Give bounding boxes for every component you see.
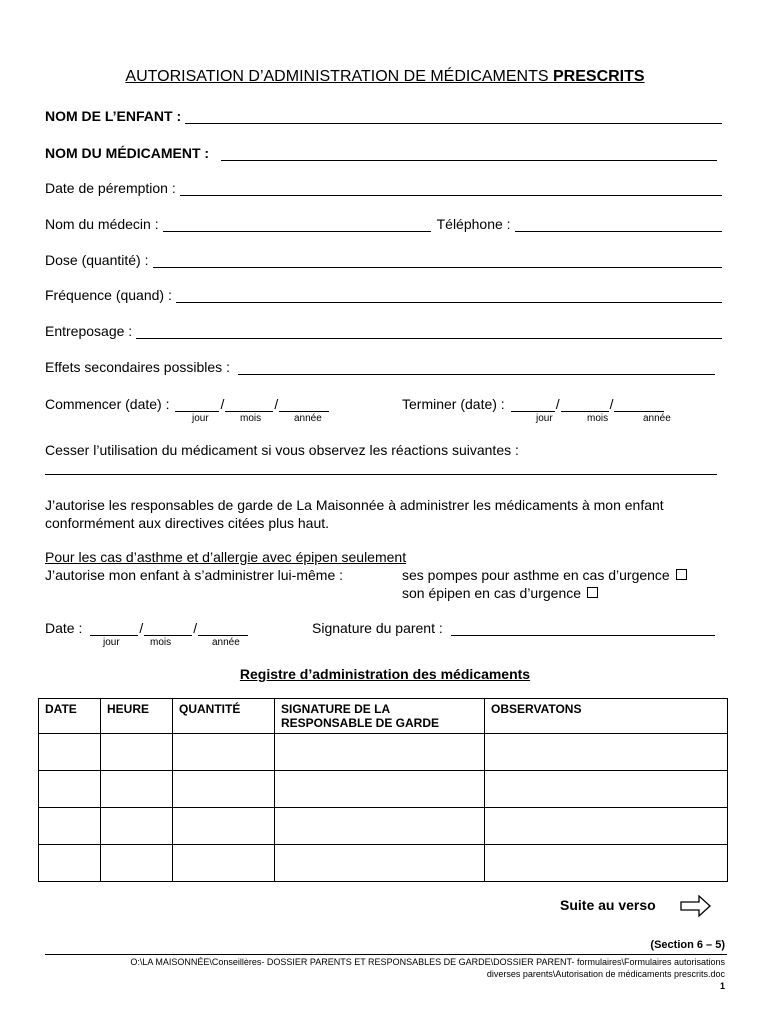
register-title: Registre d’administration des médicaments bbox=[239, 666, 531, 682]
expiry-field[interactable] bbox=[180, 183, 722, 196]
table-cell[interactable] bbox=[101, 808, 173, 845]
frequency-field[interactable] bbox=[176, 290, 722, 303]
med-name-field[interactable] bbox=[221, 148, 717, 161]
table-cell[interactable] bbox=[101, 771, 173, 808]
expiry-row bbox=[45, 180, 722, 196]
parent-signature-field[interactable] bbox=[451, 623, 715, 636]
parent-date-label: Date : bbox=[45, 620, 83, 636]
med-name-label: NOM DU MÉDICAMENT : bbox=[45, 145, 210, 161]
frequency-row bbox=[45, 287, 722, 303]
footer-divider bbox=[45, 954, 727, 955]
storage-label: Entreposage : bbox=[45, 323, 133, 339]
parent-month-hint: mois bbox=[150, 637, 172, 648]
parent-year-hint: année bbox=[212, 637, 240, 648]
start-month-hint: mois bbox=[240, 413, 262, 424]
start-date-row bbox=[45, 396, 329, 412]
start-year-hint: année bbox=[294, 413, 322, 424]
frequency-label: Fréquence (quand) : bbox=[45, 287, 172, 303]
table-cell[interactable] bbox=[275, 771, 485, 808]
table-cell[interactable] bbox=[173, 734, 275, 771]
med-name-row bbox=[45, 145, 717, 161]
child-name-field[interactable] bbox=[185, 111, 722, 124]
reactions-field[interactable] bbox=[45, 462, 717, 475]
pumps-label: ses pompes pour asthme en cas d’urgence bbox=[402, 567, 670, 583]
table-cell[interactable] bbox=[39, 771, 101, 808]
col-header-signature: SIGNATURE DE LA RESPONSABLE DE GARDE bbox=[275, 699, 485, 734]
doctor-field[interactable] bbox=[163, 219, 431, 232]
asthma-option-pumps bbox=[402, 566, 732, 584]
col-header-observations: OBSERVATONS bbox=[485, 699, 728, 734]
register-table bbox=[38, 698, 728, 882]
side-effects-field[interactable] bbox=[238, 362, 715, 375]
start-date-field[interactable]: / / bbox=[175, 396, 329, 412]
continued-label: Suite au verso bbox=[560, 897, 656, 913]
form-title: AUTORISATION D’ADMINISTRATION DE MÉDICAMENTS PRESCRITS bbox=[125, 68, 645, 85]
child-name-row bbox=[45, 108, 722, 124]
table-cell[interactable] bbox=[39, 734, 101, 771]
dose-field[interactable] bbox=[153, 255, 723, 268]
storage-row bbox=[45, 323, 722, 339]
section-label: (Section 6 – 5) bbox=[650, 939, 725, 951]
start-day-hint: jour bbox=[192, 413, 209, 424]
footer-path-line2: diverses parents\Autorisation de médicaments prescrits.doc bbox=[486, 969, 725, 979]
table-cell[interactable] bbox=[485, 845, 728, 882]
col-header-quantity: QUANTITÉ bbox=[173, 699, 275, 734]
dose-label: Dose (quantité) : bbox=[45, 252, 149, 268]
start-label: Commencer (date) : bbox=[45, 396, 170, 412]
parent-day-hint: jour bbox=[103, 637, 120, 648]
table-cell[interactable] bbox=[275, 845, 485, 882]
self-admin-label: J’autorise mon enfant à s’administrer lui-même : bbox=[45, 567, 344, 583]
table-cell[interactable] bbox=[275, 808, 485, 845]
table-cell[interactable] bbox=[39, 845, 101, 882]
table-cell[interactable] bbox=[101, 734, 173, 771]
end-month-hint: mois bbox=[587, 413, 609, 424]
table-row bbox=[39, 771, 728, 808]
register-header-row bbox=[39, 699, 728, 734]
child-name-label: NOM DE L’ENFANT : bbox=[45, 108, 182, 124]
table-row bbox=[39, 808, 728, 845]
phone-field[interactable] bbox=[515, 219, 722, 232]
doctor-label: Nom du médecin : bbox=[45, 216, 159, 232]
end-date-field[interactable]: / / bbox=[511, 396, 665, 412]
table-row bbox=[39, 845, 728, 882]
end-year-hint: année bbox=[643, 413, 671, 424]
parent-date-row bbox=[45, 620, 248, 636]
side-effects-label: Effets secondaires possibles : bbox=[45, 359, 230, 375]
end-day-hint: jour bbox=[536, 413, 553, 424]
page-number: 1 bbox=[719, 981, 725, 991]
stop-instructions: Cesser l’utilisation du médicament si vous observez les réactions suivantes : bbox=[45, 442, 519, 458]
dose-row bbox=[45, 252, 722, 268]
footer-path-line1: O:\LA MAISONNÉE\Conseillères- DOSSIER PARENTS ET RESPONSABLES DE GARDE\DOSSIER PARENT- formulaires\Formulaires autorisations bbox=[130, 957, 725, 967]
table-cell[interactable] bbox=[173, 808, 275, 845]
end-date-row bbox=[402, 396, 664, 412]
asthma-heading: Pour les cas d’asthme et d’allergie avec épipen seulement bbox=[45, 549, 407, 565]
parent-signature-row bbox=[312, 620, 715, 636]
asthma-option-epipen bbox=[402, 584, 732, 602]
table-cell[interactable] bbox=[485, 734, 728, 771]
table-row bbox=[39, 734, 728, 771]
phone-label: Téléphone : bbox=[436, 216, 511, 232]
side-effects-row bbox=[45, 359, 715, 375]
table-cell[interactable] bbox=[275, 734, 485, 771]
table-cell[interactable] bbox=[485, 771, 728, 808]
table-cell[interactable] bbox=[485, 808, 728, 845]
arrow-right-icon bbox=[680, 895, 712, 917]
doctor-row bbox=[45, 216, 722, 232]
parent-signature-label: Signature du parent : bbox=[312, 620, 443, 636]
table-cell[interactable] bbox=[173, 771, 275, 808]
table-cell[interactable] bbox=[39, 808, 101, 845]
col-header-time: HEURE bbox=[101, 699, 173, 734]
end-label: Terminer (date) : bbox=[402, 396, 505, 412]
pumps-checkbox[interactable] bbox=[676, 569, 687, 580]
epipen-label: son épipen en cas d’urgence bbox=[402, 585, 582, 601]
authorization-text: J’autorise les responsables de garde de La Maisonnée à administrer les médicaments à mon enfant conformément aux directives citées plus haut. bbox=[45, 497, 664, 531]
epipen-checkbox[interactable] bbox=[587, 587, 598, 598]
storage-field[interactable] bbox=[136, 326, 722, 339]
table-cell[interactable] bbox=[101, 845, 173, 882]
parent-date-field[interactable]: / / bbox=[90, 620, 248, 636]
col-header-date: DATE bbox=[39, 699, 101, 734]
expiry-label: Date de péremption : bbox=[45, 180, 176, 196]
table-cell[interactable] bbox=[173, 845, 275, 882]
